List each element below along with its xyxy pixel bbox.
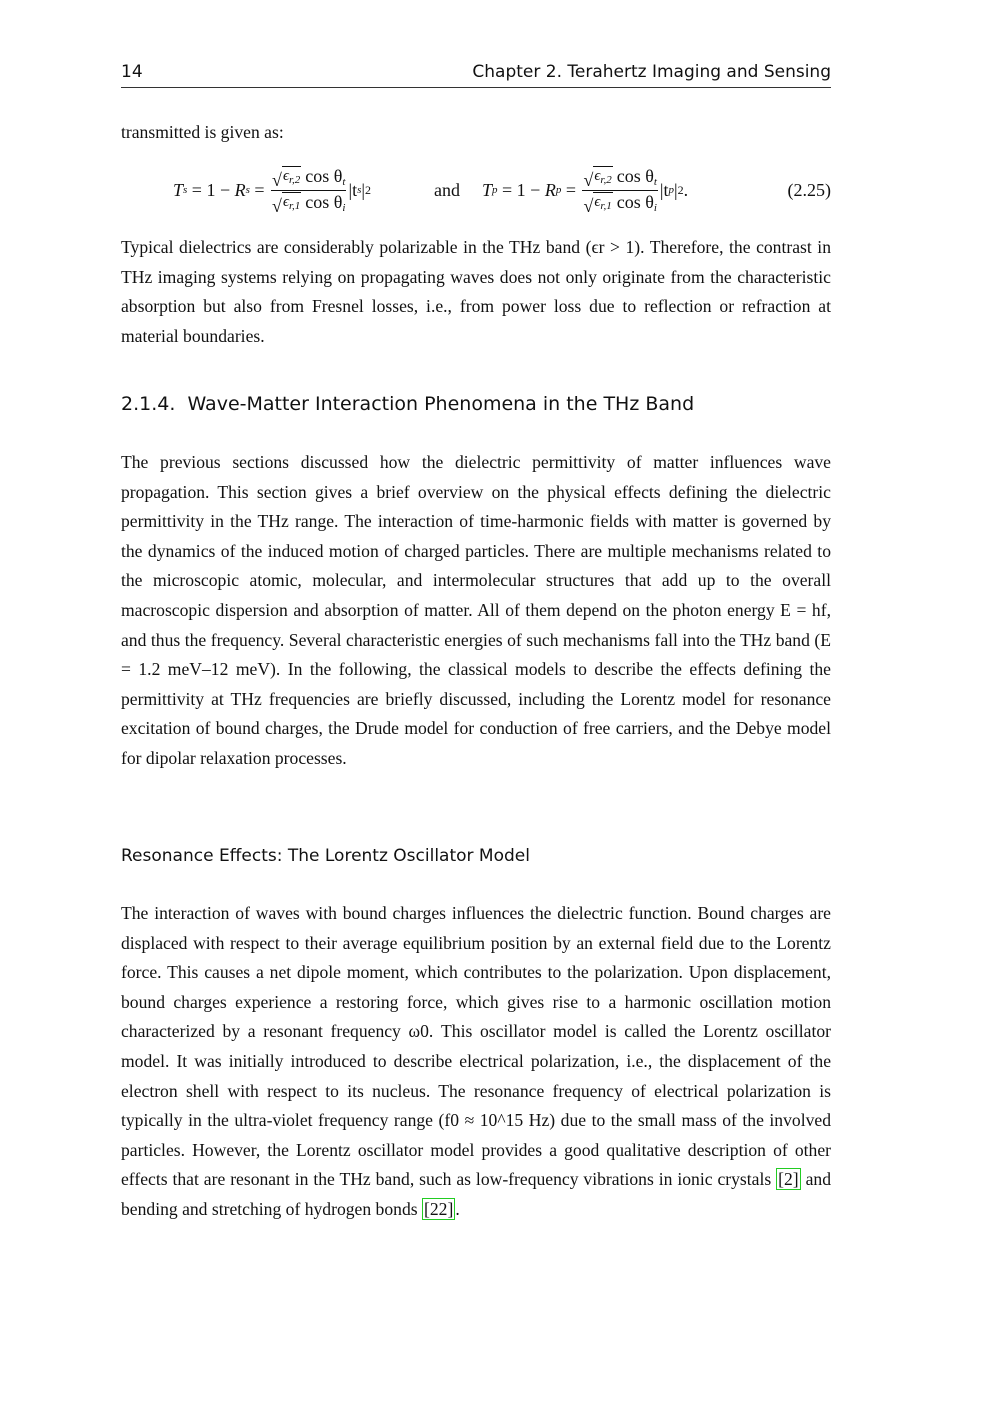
- section-title: Wave-Matter Interaction Phenomena in the THz Band: [187, 393, 695, 415]
- header-rule: [121, 87, 831, 88]
- paragraph-wave-matter: The previous sections discussed how the dielectric permittivity of matter influences wave propagation. This section gives a brief overview on the physical effects defining the dielectric permittivity in the THz range. The interaction of time-harmonic fields with matter is governed by the dynamics of the induced motion of charged particles. There are multiple mechanisms related to the microscopic atomic, molecular, and intermolecular structures that add up to the overall macroscopic dispersion and absorption of matter. All of them depend on the photon energy E = hf, and thus the frequency. Several characteristic energies of such mechanisms fall into the THz band (E = 1.2 meV–12 meV). In the following, the classical models to describe the effects defining the permittivity at THz frequencies are briefly discussed, including the Lorentz model for resonance excitation of bound charges, the Drude model for conduction of free carriers, and the Debye model for dipolar relaxation processes.: [121, 452, 831, 768]
- paragraph-lorentz: The interaction of waves with bound charges influences the dielectric function. Bound charges are displaced with respect to their average equilibrium position by an external field due to the Lorentz force. This causes a net dipole moment, which contributes to the polarization. Upon displacement, bound charges experience a restoring force, which gives rise to a harmonic oscillation motion characterized by a resonant frequency ω0. This oscillator model is called the Lorentz oscillator model. It was initially introduced to describe electrical polarization, i.e., the displacement of the electron shell with respect to its nucleus. The resonance frequency of electrical polarization is typically in the ultra-violet frequency range (f0 ≈ 10^15 Hz) due to the small mass of the involved particles. However, the Lorentz oscillator model provides a good qualitative description of other effects that are resonant in the THz band, such as low-frequency vibrations in ionic crystals [2] and bending and stretching of hydrogen bonds [22] .: [121, 903, 831, 1219]
- intro-text: transmitted is given as:: [121, 122, 284, 142]
- fraction-p: √ $\epsilon_{r,2}$ $\cos \theta_t$ √ $\epsilon_{r,1}$ $\cos \theta_i$: [583, 166, 657, 216]
- citation-link-2[interactable]: [2]: [778, 1169, 799, 1190]
- section-number: 2.1.4.: [121, 393, 176, 415]
- fraction-s: √ $\epsilon_{r,2}$ $\cos \theta_t$ √ $\epsilon_{r,1}$ $\cos \theta_i$: [272, 166, 346, 216]
- citation-link-22[interactable]: [22]: [424, 1198, 454, 1219]
- equation-number: (2.25): [787, 179, 831, 200]
- section-heading: [121, 393, 694, 415]
- equation-2-25: [121, 160, 831, 220]
- page-number: 14: [121, 62, 143, 82]
- equation-and: and: [434, 179, 460, 200]
- equation-left-side: T s = 1 − R s = √ $\epsilon_{r,2}$ $\cos \theta_t$ √ $\epsilon_{r,1}$ $\cos \theta_i$ |t s | 2: [173, 166, 371, 216]
- equation-right-side: T p = 1 − R p = √ $\epsilon_{r,2}$ $\cos \theta_t$ √ $\epsilon_{r,1}$ $\cos \theta_i$ |t p | 2 .: [482, 166, 689, 216]
- running-chapter-title: Chapter 2. Terahertz Imaging and Sensing: [472, 62, 831, 82]
- subsection-heading: Resonance Effects: The Lorentz Oscillator Model: [121, 846, 530, 866]
- paragraph-dielectrics: Typical dielectrics are considerably polarizable in the THz band (ϵr > 1). Therefore, the contrast in THz imaging systems relying on propagating waves does not only originate from the characteristic absorption but also from Fresnel losses, i.e., from power loss due to reflection or refraction at material boundaries.: [121, 237, 831, 346]
